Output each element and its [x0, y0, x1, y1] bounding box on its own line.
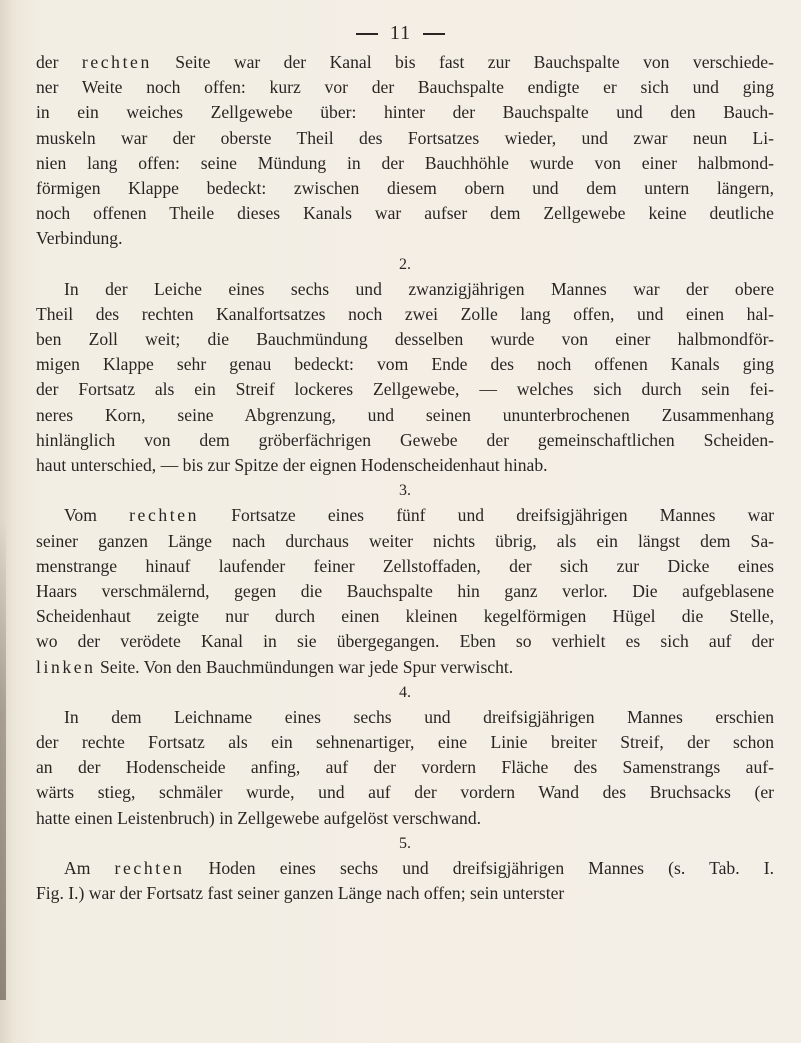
text-line: hinlänglich von dem gröberfächrigen Gewebe der gemeinschaftlichen Scheiden- — [36, 429, 774, 450]
text-line: Haars verschmälernd, gegen die Bauchspalte hin ganz verlor. Die aufgeblasene — [36, 580, 774, 601]
paragraph — [36, 478, 774, 680]
header-dash-left — [356, 33, 378, 35]
text-line: in ein weiches Zellgewebe über: hinter der Bauchspalte und den Bauch- — [36, 102, 774, 123]
paragraph — [36, 50, 774, 252]
header-dash-right — [423, 33, 445, 35]
paragraph — [36, 252, 774, 479]
text-line: Scheidenhaut zeigte nur durch einen kleinen kegelförmigen Hügel die Stelle, — [36, 606, 774, 627]
text-line: der rechten Seite war der Kanal bis fast zur Bauchspalte von verschiede- — [36, 52, 774, 72]
binding-shadow — [0, 520, 6, 1000]
text-line: neres Korn, seine Abgrenzung, und seinen ununterbrochenen Zusammenhang — [36, 404, 774, 425]
text-line: wärts stieg, schmäler wurde, und auf der vordern Wand des Bruchsacks (er — [36, 782, 774, 803]
text-line: der rechte Fortsatz als ein sehnenartiger, eine Linie breiter Streif, der schon — [36, 732, 774, 753]
section-number: 3. — [399, 482, 411, 500]
text-line: Verbindung. — [36, 228, 123, 249]
emphasized-word: rechten — [114, 858, 185, 878]
emphasized-word: linken — [36, 656, 96, 677]
paragraph — [36, 680, 774, 831]
text-line: hatte einen Leistenbruch) in Zellgewebe aufgelöst verschwand. — [36, 807, 482, 828]
emphasized-word: rechten — [129, 505, 200, 526]
text-line: linken Seite. Von den Bauchmündungen war jede Spur verwischt. — [36, 656, 514, 677]
paragraph — [36, 831, 774, 907]
text-line: menstrange hinauf laufender feiner Zellstoffaden, der sich zur Dicke eines — [36, 555, 774, 576]
text-line: an der Hodenscheide anfing, auf der vordern Fläche des Samenstrangs auf- — [36, 757, 774, 778]
text-line: nien lang offen: seine Mündung in der Bauchhöhle wurde von einer halbmond- — [36, 152, 774, 173]
text-line: noch offenen Theile dieses Kanals war aufser dem Zellgewebe keine deutliche — [36, 203, 774, 224]
text-line: förmigen Klappe bedeckt: zwischen diesem obern und dem untern längern, — [36, 177, 774, 198]
text-line: der Fortsatz als ein Streif lockeres Zellgewebe, — welches sich durch sein fei- — [36, 379, 774, 400]
text-line: In dem Leichname eines sechs und dreifsigjährigen Mannes erschien — [64, 706, 774, 727]
section-number: 4. — [399, 683, 411, 701]
page-header — [0, 22, 801, 45]
page-number: 11 — [389, 22, 412, 44]
text-line: seiner ganzen Länge nach durchaus weiter nichts übrig, als ein längst dem Sa- — [36, 530, 774, 551]
body-text — [36, 50, 774, 906]
text-line: migen Klappe sehr genau bedeckt: vom Ende des noch offenen Kanals ging — [36, 354, 774, 375]
text-line: haut unterschied, — bis zur Spitze der eignen Hodenscheidenhaut hinab. — [36, 455, 548, 475]
text-line: wo der verödete Kanal in sie übergegangen. Eben so verhielt es sich auf der — [36, 631, 774, 652]
section-number: 2. — [399, 255, 411, 273]
text-line: Am rechten Hoden eines sechs und dreifsigjährigen Mannes (s. Tab. I. — [64, 858, 775, 878]
text-line: muskeln war der oberste Theil des Fortsatzes wieder, und zwar neun Li- — [36, 127, 774, 148]
emphasized-word: rechten — [81, 52, 152, 72]
text-line: Vom rechten Fortsatze eines fünf und dreifsigjährigen Mannes war — [64, 505, 775, 526]
text-line: ner Weite noch offen: kurz vor der Bauchspalte endigte er sich und ging — [36, 77, 774, 98]
text-line: Theil des rechten Kanalfortsatzes noch zwei Zolle lang offen, und einen hal- — [36, 303, 774, 324]
text-line: Fig. I.) war der Fortsatz fast seiner ganzen Länge nach offen; sein unterster — [36, 883, 565, 904]
text-line: In der Leiche eines sechs und zwanzigjährigen Mannes war der obere — [64, 278, 774, 299]
section-number: 5. — [399, 834, 411, 852]
text-line: ben Zoll weit; die Bauchmündung desselben wurde von einer halbmondför- — [36, 329, 774, 350]
